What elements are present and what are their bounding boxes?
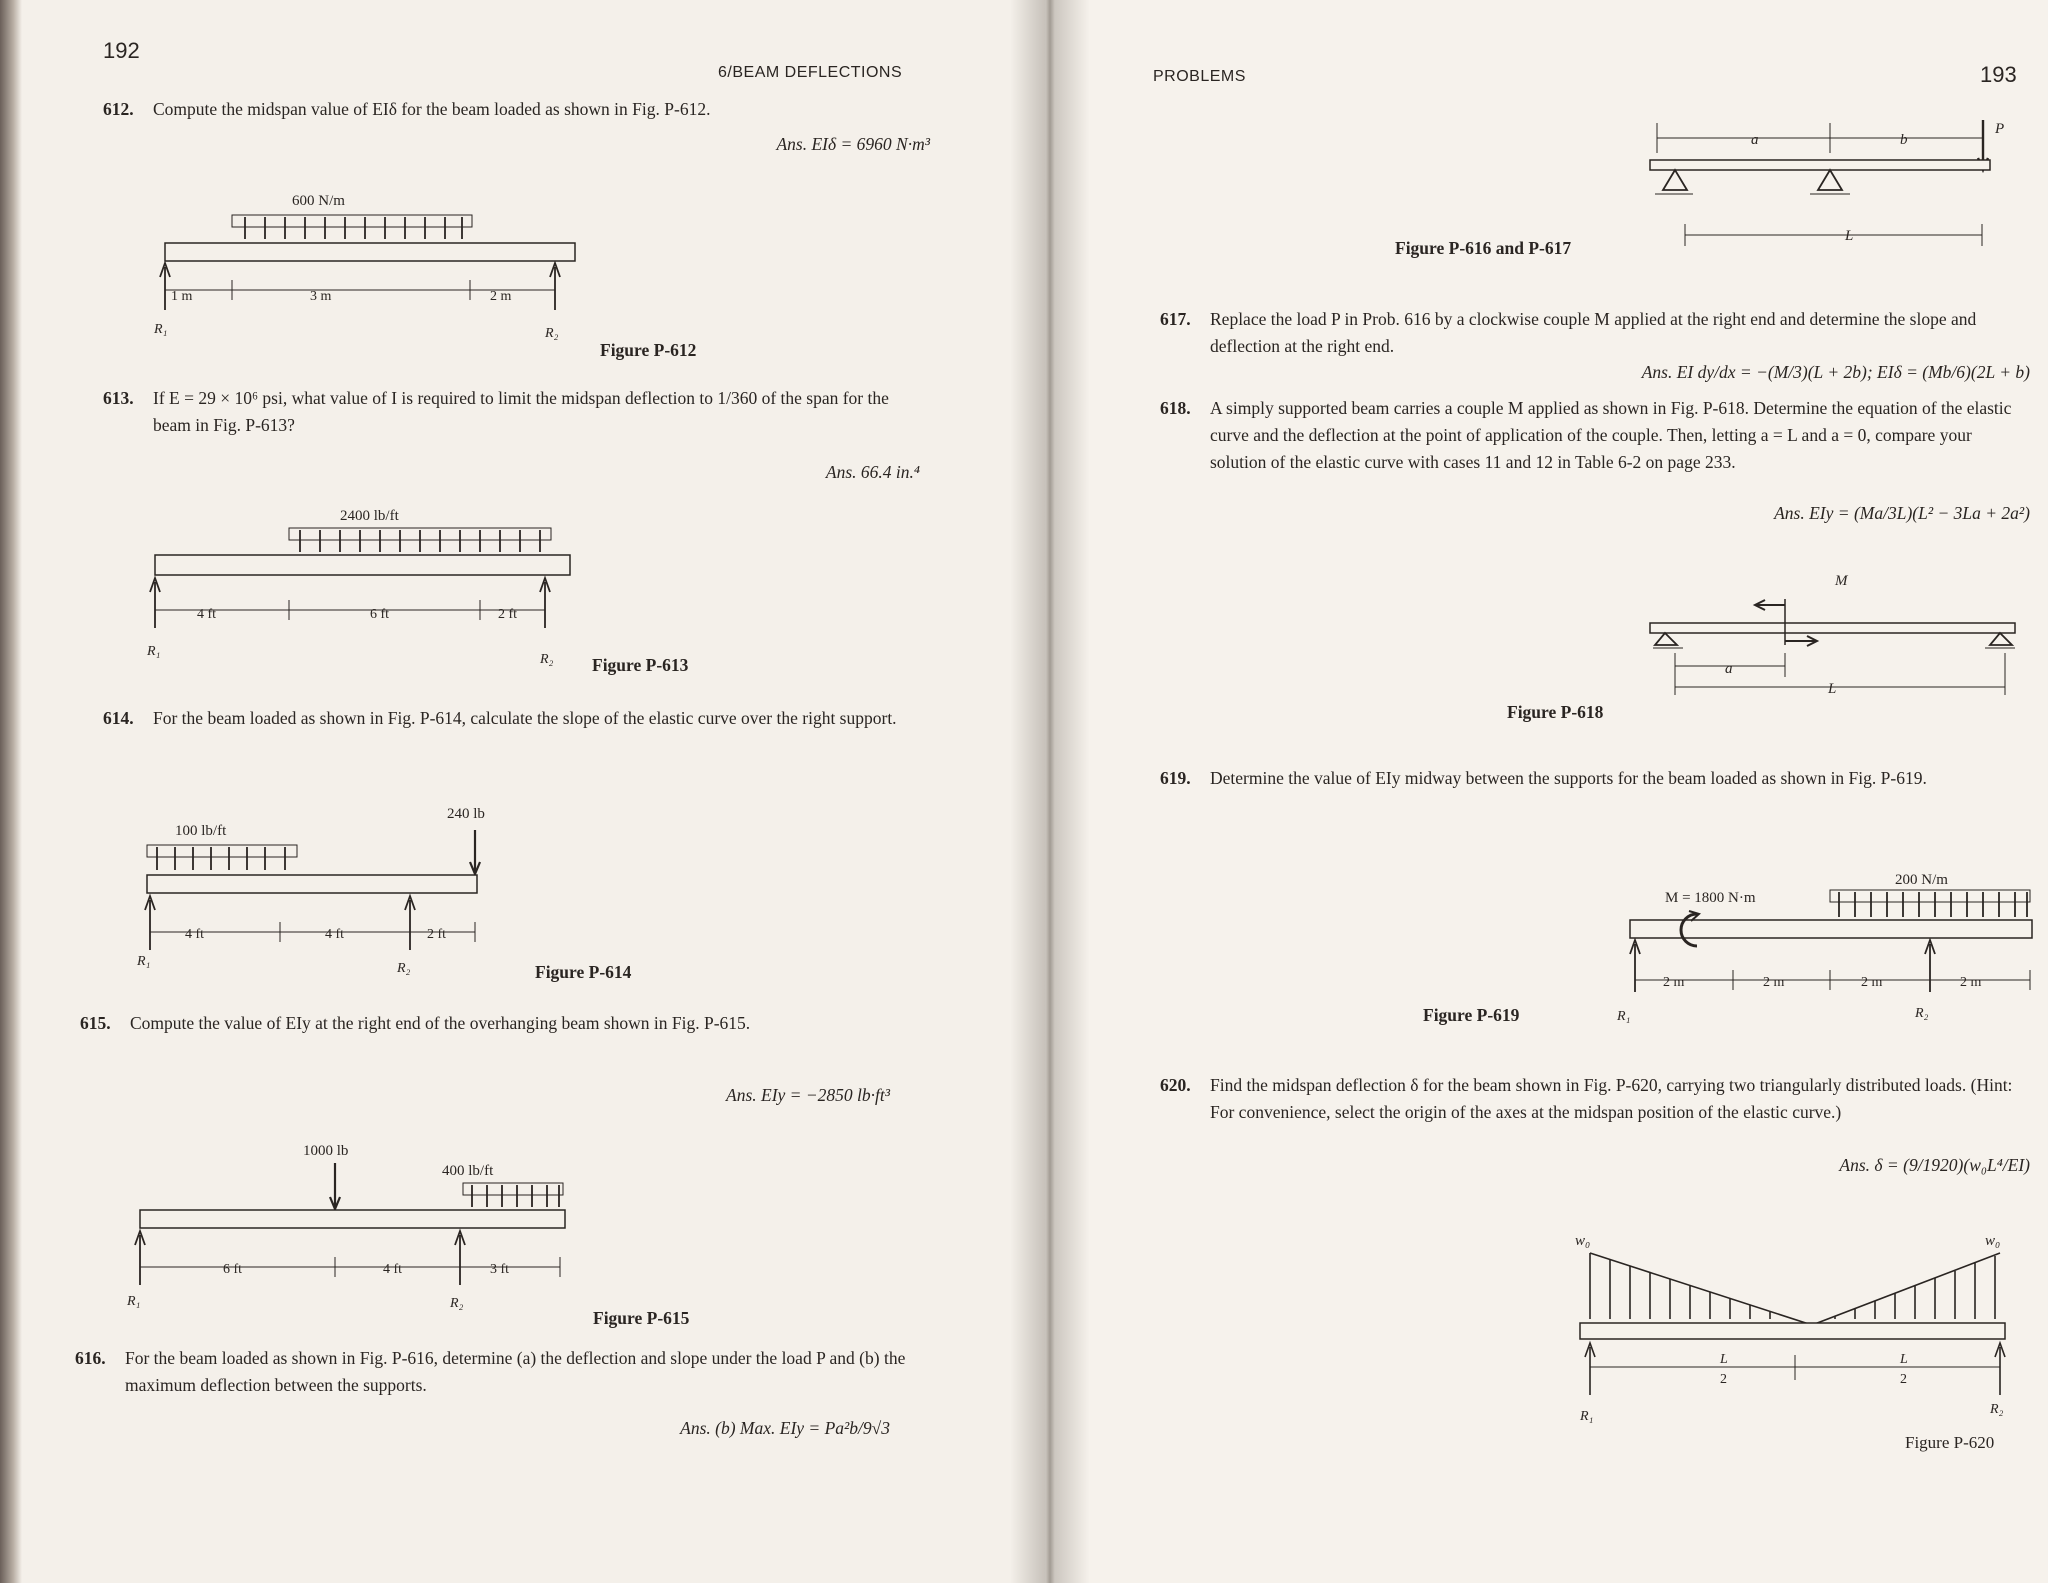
problem-number: 616. xyxy=(75,1348,106,1368)
answer-616: Ans. (b) Max. EIy = Pa²b/9√3 xyxy=(680,1418,890,1438)
dim-1: 2 m xyxy=(1663,975,1685,990)
problem-617 xyxy=(1160,306,2030,366)
w0-left: w₀ xyxy=(1575,1233,1591,1249)
reaction-r2: R₂ xyxy=(1990,1402,2004,1417)
dim-3: 2 m xyxy=(490,289,512,304)
load-label: 2400 lb/ft xyxy=(340,508,399,524)
half-l-left-den: 2 xyxy=(1720,1372,1727,1387)
reaction-r1: R₁ xyxy=(1617,1009,1631,1024)
running-head: PROBLEMS xyxy=(1153,68,1246,85)
problem-text: Compute the midspan value of EIδ for the beam loaded as shown in Fig. P-612. xyxy=(153,99,711,119)
problem-text: Compute the value of EIy at the right end of the overhanging beam shown in Fig. P-615. xyxy=(130,1013,751,1033)
page-edge xyxy=(0,0,22,1583)
problem-text: For the beam loaded as shown in Fig. P-614, calculate the slope of the elastic curve over the right support. xyxy=(153,708,897,728)
answer-620: Ans. δ = (9/1920)(w₀L⁴/EI) xyxy=(1839,1155,2030,1175)
problem-number: 619. xyxy=(1160,768,1191,788)
moment-label: M = 1800 N·m xyxy=(1665,890,1756,906)
dim-2: 3 m xyxy=(310,289,332,304)
problem-text: Determine the value of EIy midway between the supports for the beam loaded as shown in Fig. P-619. xyxy=(1210,768,1927,788)
figure-p614 xyxy=(135,800,535,975)
dim-3: 2 ft xyxy=(498,607,518,622)
label-b: b xyxy=(1900,132,1908,148)
figure-p619 xyxy=(1575,862,2035,1032)
label-a: a xyxy=(1725,661,1733,677)
half-l-right-num: L xyxy=(1900,1352,1908,1367)
problem-text: A simply supported beam carries a couple M applied as shown in Fig. P-618. Determine the equation of the elastic curve and the deflection at the point of application of the couple. Then, letting a = L and a = 0, compare your solution of the elastic curve with cases 11 and 12 in Table 6-2 on page 233. xyxy=(1210,398,2012,472)
label-p: P xyxy=(1995,121,2005,137)
figure-caption-p620: Figure P-620 xyxy=(1905,1433,1995,1452)
running-head: 6/BEAM DEFLECTIONS xyxy=(718,64,903,81)
load-label: 100 lb/ft xyxy=(175,823,227,839)
problem-text: Find the midspan deflection δ for the beam shown in Fig. P-620, carrying two triangularly distributed loads. (Hint: For convenience, select the origin of the axes at the midspan position of the elastic curve.) xyxy=(1210,1075,2013,1122)
label-m: M xyxy=(1835,573,1848,589)
problem-number: 614. xyxy=(103,708,134,728)
figure-caption-p614: Figure P-614 xyxy=(535,962,632,982)
dim-4: 2 m xyxy=(1960,975,1982,990)
reaction-r2: R₂ xyxy=(397,961,411,975)
problem-613 xyxy=(103,385,923,445)
reaction-r1: R₁ xyxy=(154,322,168,337)
reaction-r2: R₂ xyxy=(540,652,554,667)
problem-615 xyxy=(80,1010,930,1070)
right-page xyxy=(1045,0,2048,1583)
figure-p615 xyxy=(125,1135,575,1315)
figure-p616-617 xyxy=(1645,118,2025,268)
reaction-r1: R₁ xyxy=(1580,1409,1594,1424)
figure-caption-p612: Figure P-612 xyxy=(600,340,697,360)
problem-number: 618. xyxy=(1160,398,1191,418)
reaction-r2: R₂ xyxy=(1915,1006,1929,1021)
dim-3: 2 m xyxy=(1861,975,1883,990)
problem-number: 620. xyxy=(1160,1075,1191,1095)
half-l-right-den: 2 xyxy=(1900,1372,1907,1387)
figure-p613 xyxy=(135,500,585,670)
figure-caption-p616: Figure P-616 and P-617 xyxy=(1395,238,1572,258)
load-label: 200 N/m xyxy=(1895,872,1948,888)
dim-2: 4 ft xyxy=(383,1262,403,1277)
figure-caption-p613: Figure P-613 xyxy=(592,655,689,675)
dim-1: 6 ft xyxy=(223,1262,243,1277)
dim-1: 4 ft xyxy=(185,927,205,942)
problem-text: If E = 29 × 10⁶ psi, what value of I is required to limit the midspan deflection to 1/360 of the span for the beam in Fig. P-613? xyxy=(153,388,889,435)
problem-612 xyxy=(103,96,933,126)
answer-613: Ans. 66.4 in.⁴ xyxy=(825,462,920,482)
label-l: L xyxy=(1828,681,1837,697)
answer-617: Ans. EI dy/dx = −(M/3)(L + 2b); EIδ = (Mb/6)(2L + b) xyxy=(1641,362,2030,382)
figure-p612 xyxy=(140,185,590,340)
page-number: 192 xyxy=(103,38,140,63)
figure-p620 xyxy=(1545,1215,2035,1440)
reaction-r1: R₁ xyxy=(127,1294,141,1309)
figure-caption-p615: Figure P-615 xyxy=(593,1308,690,1328)
dim-3: 2 ft xyxy=(427,927,447,942)
dim-2: 6 ft xyxy=(370,607,390,622)
figure-p618 xyxy=(1645,565,2025,725)
figure-caption-p618: Figure P-618 xyxy=(1507,702,1604,722)
problem-620 xyxy=(1160,1072,2030,1157)
dim-2: 4 ft xyxy=(325,927,345,942)
label-a: a xyxy=(1751,132,1759,148)
reaction-r1: R₁ xyxy=(137,954,151,969)
load-label: 400 lb/ft xyxy=(442,1163,494,1179)
problem-text: Replace the load P in Prob. 616 by a clockwise couple M applied at the right end and determine the slope and deflection at the right end. xyxy=(1210,309,1977,356)
answer-612: Ans. EIδ = 6960 N·m³ xyxy=(776,134,930,154)
problem-616 xyxy=(75,1345,925,1405)
problem-619 xyxy=(1160,765,2030,825)
problem-number: 617. xyxy=(1160,309,1191,329)
answer-618: Ans. EIy = (Ma/3L)(L² − 3La + 2a²) xyxy=(1774,503,2030,523)
problem-text: For the beam loaded as shown in Fig. P-616, determine (a) the deflection and slope under the load P and (b) the maximum deflection between the supports. xyxy=(125,1348,906,1395)
load-label: 600 N/m xyxy=(292,193,345,209)
dim-3: 3 ft xyxy=(490,1262,510,1277)
book-gutter xyxy=(1010,0,1090,1583)
answer-615: Ans. EIy = −2850 lb·ft³ xyxy=(726,1085,890,1105)
figure-caption-p619: Figure P-619 xyxy=(1423,1005,1520,1025)
dim-1: 1 m xyxy=(171,289,193,304)
problem-number: 613. xyxy=(103,388,134,408)
w0-right: w₀ xyxy=(1985,1233,2001,1249)
problem-number: 615. xyxy=(80,1013,111,1033)
reaction-r2: R₂ xyxy=(450,1296,464,1311)
dim-2: 2 m xyxy=(1763,975,1785,990)
label-l: L xyxy=(1845,228,1854,244)
half-l-left-num: L xyxy=(1720,1352,1728,1367)
point-load-label: 1000 lb xyxy=(303,1143,349,1159)
problem-618 xyxy=(1160,395,2030,505)
problem-614 xyxy=(103,705,923,765)
reaction-r1: R₁ xyxy=(147,644,161,659)
point-load-label: 240 lb xyxy=(447,806,485,822)
dim-1: 4 ft xyxy=(197,607,217,622)
page-number: 193 xyxy=(1980,62,2017,87)
problem-number: 612. xyxy=(103,99,134,119)
reaction-r2: R₂ xyxy=(545,326,559,340)
